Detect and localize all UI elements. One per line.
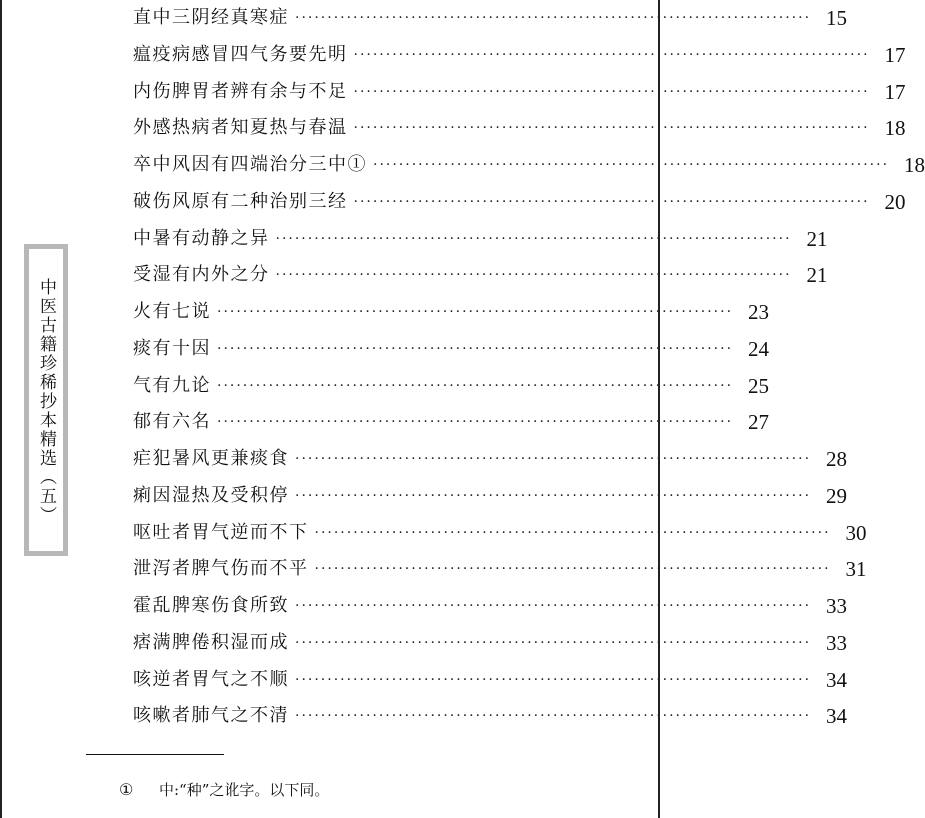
- dot-leader: ················································································: [314, 524, 831, 541]
- toc-entry-page-number: 33: [826, 630, 848, 655]
- footnote-text: 中:“种”之讹字。以下同。: [159, 781, 330, 799]
- dot-leader: ················································································: [217, 304, 734, 320]
- toc-entry[interactable]: [133, 444, 848, 474]
- toc-entry-page-number: 34: [826, 704, 848, 729]
- toc-entry-page-number: 18: [884, 116, 906, 141]
- toc-entry[interactable]: [133, 334, 770, 364]
- toc-entry-title: 瘟疫病感冒四气务要先明: [133, 43, 348, 65]
- toc-entry-title: 破伤风原有二种治别三经: [133, 190, 348, 212]
- toc-entry[interactable]: [133, 40, 906, 70]
- toc-entry-title: 痰有十因: [133, 337, 211, 359]
- toc-entry-page-number: 21: [806, 226, 828, 251]
- toc-entry-title: 疟犯暑风更兼痰食: [133, 448, 289, 469]
- toc-entry[interactable]: [133, 701, 848, 731]
- toc-entry-title: 内伤脾胃者辨有余与不足: [133, 80, 348, 102]
- toc-entry-title: 中暑有动静之异: [133, 227, 270, 249]
- toc-entry[interactable]: [133, 371, 770, 401]
- dot-leader: ················································································: [373, 157, 890, 173]
- toc-entry-title: 呕吐者胃气逆而不下: [133, 521, 309, 543]
- toc-entry[interactable]: [133, 591, 848, 621]
- toc-entry-title: 痢因湿热及受积停: [133, 484, 289, 506]
- dot-leader: ················································································: [353, 46, 870, 63]
- toc-entry[interactable]: [133, 187, 906, 217]
- dot-leader: ················································································: [295, 10, 812, 26]
- dot-leader: ················································································: [353, 193, 870, 210]
- toc-entry[interactable]: [133, 77, 906, 107]
- toc-entry-title: 霍乱脾寒伤食所致: [133, 595, 289, 616]
- footnote: [119, 778, 329, 802]
- toc-entry-page-number: 17: [884, 79, 906, 104]
- toc-entry-title: 卒中风因有四端治分三中①: [133, 154, 367, 175]
- toc-entry[interactable]: [133, 113, 906, 143]
- toc-entry-page-number: 27: [748, 410, 770, 435]
- toc-entry-title: 直中三阴经真寒症: [133, 7, 289, 28]
- toc-entry-title: 郁有六名: [133, 411, 211, 433]
- toc-entry[interactable]: [133, 224, 828, 254]
- toc-entry-page-number: 21: [806, 263, 828, 288]
- toc-entry-title: 咳嗽者肺气之不清: [133, 705, 289, 727]
- toc-entry[interactable]: [133, 665, 848, 695]
- toc-entry-page-number: 20: [884, 189, 906, 214]
- toc-entry-page-number: 29: [826, 483, 848, 508]
- toc-entry-title: 受湿有内外之分: [133, 264, 270, 286]
- toc-entry-title: 痞满脾倦积湿而成: [133, 631, 289, 653]
- toc-entry[interactable]: [133, 554, 867, 584]
- toc-entry[interactable]: [133, 260, 828, 290]
- dot-leader: ················································································: [217, 377, 734, 394]
- toc-entry-page-number: 33: [826, 594, 848, 618]
- dot-leader: ················································································: [275, 267, 792, 284]
- toc-entry[interactable]: [133, 297, 770, 327]
- toc-entry-page-number: 17: [884, 42, 906, 67]
- toc-entry-page-number: 24: [748, 336, 770, 361]
- dot-leader: ················································································: [275, 230, 792, 247]
- dot-leader: ················································································: [217, 414, 734, 431]
- dot-leader: ················································································: [295, 451, 812, 467]
- toc-entry[interactable]: [133, 407, 770, 437]
- footnote-marker: ①: [119, 780, 134, 799]
- toc-entry-title: 泄泻者脾气伤而不平: [133, 558, 309, 580]
- toc-entry[interactable]: [133, 3, 848, 33]
- series-side-label: [24, 244, 68, 556]
- toc-entry[interactable]: [133, 518, 867, 548]
- dot-leader: ················································································: [295, 598, 812, 614]
- series-title: 中医古籍珍稀抄本精选（五）: [36, 277, 56, 525]
- toc-entry-title: 咳逆者胃气之不顺: [133, 668, 289, 690]
- toc-entry-title: 外感热病者知夏热与春温: [133, 117, 348, 139]
- toc-entry[interactable]: [133, 628, 848, 658]
- toc-entry-page-number: 18: [904, 153, 925, 177]
- dot-leader: ················································································: [295, 634, 812, 651]
- dot-leader: ················································································: [314, 561, 831, 578]
- toc-entry-title: 气有九论: [133, 374, 211, 396]
- dot-leader: ················································································: [295, 671, 812, 688]
- toc-entry[interactable]: [133, 150, 925, 180]
- toc-entry-page-number: 25: [748, 373, 770, 398]
- dot-leader: ················································································: [295, 487, 812, 504]
- dot-leader: ················································································: [353, 120, 870, 137]
- dot-leader: ················································································: [353, 83, 870, 100]
- toc-entry-page-number: 30: [845, 520, 867, 545]
- dot-leader: ················································································: [217, 340, 734, 357]
- toc-entry-page-number: 34: [826, 667, 848, 692]
- toc-entry-title: 火有七说: [133, 301, 211, 322]
- toc-entry-page-number: 23: [748, 300, 770, 324]
- toc-entry-page-number: 28: [826, 447, 848, 471]
- toc-entry[interactable]: [133, 481, 848, 511]
- dot-leader: ················································································: [295, 708, 812, 725]
- toc-entry-page-number: 31: [845, 557, 867, 582]
- footnote-divider: [86, 754, 224, 755]
- toc-entry-page-number: 15: [826, 6, 848, 30]
